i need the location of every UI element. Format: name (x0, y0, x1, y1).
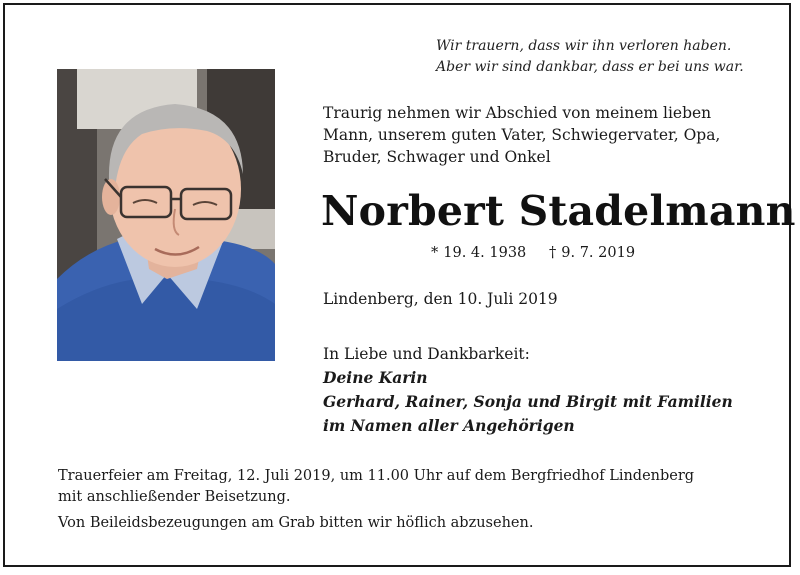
deceased-name: Norbert Stadelmann (321, 187, 796, 235)
place-date: Lindenberg, den 10. Juli 2019 (323, 290, 558, 308)
service-line-3: Von Beileidsbezeugungen am Grab bitten wir höflich abzusehen. (58, 515, 534, 531)
motto-line-1: Wir trauern, dass wir ihn verloren haben. (436, 38, 732, 54)
service-line-1: Trauerfeier am Freitag, 12. Juli 2019, um 11.00 Uhr auf dem Bergfriedhof Lindenberg (58, 468, 695, 484)
death-date (549, 243, 635, 263)
service-line-2: mit anschließender Beisetzung. (58, 489, 291, 505)
death-date-value: 9. 7. 2019 (561, 245, 636, 261)
mourner-line-2: Gerhard, Rainer, Sonja und Birgit mit Familien (323, 392, 733, 411)
birth-date (431, 243, 526, 263)
mourners-heading: In Liebe und Dankbarkeit: (323, 345, 530, 363)
mourner-line-3: im Namen aller Angehörigen (323, 416, 575, 435)
mourners-block (323, 342, 733, 438)
motto-quote (436, 36, 766, 78)
mourner-line-1: Deine Karin (323, 368, 428, 387)
service-info (58, 466, 758, 534)
death-cross-icon: † (549, 245, 557, 261)
motto-line-2: Aber wir sind dankbar, dass er bei uns war. (436, 59, 744, 75)
intro-text (323, 102, 763, 168)
birth-star-icon: * (431, 245, 439, 261)
intro-line-1: Traurig nehmen wir Abschied von meinem lieben (323, 104, 712, 122)
intro-line-2: Mann, unserem guten Vater, Schwiegervater, Opa, (323, 126, 721, 144)
intro-line-3: Bruder, Schwager und Onkel (323, 148, 551, 166)
birth-date-value: 19. 4. 1938 (443, 245, 527, 261)
portrait-photo (57, 69, 275, 361)
